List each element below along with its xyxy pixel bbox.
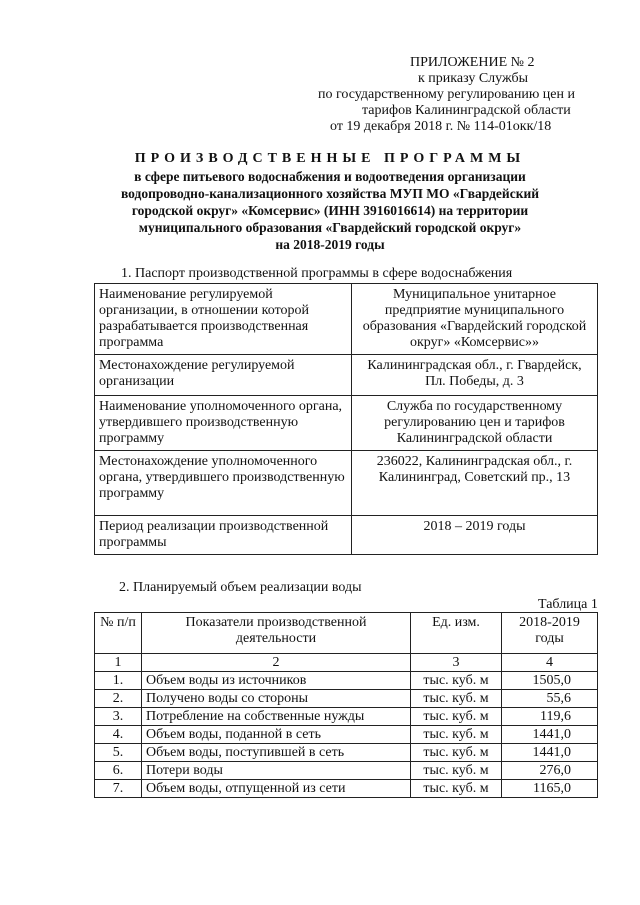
table-row bbox=[95, 726, 598, 744]
row-num: 7. bbox=[95, 780, 142, 798]
passport-value: Муниципальное унитарное предприятие муниципального образования «Гвардейский городской округ» «Комсервис»» bbox=[352, 284, 598, 355]
row-unit: тыс. куб. м bbox=[411, 780, 502, 798]
header-period: 2018-2019 годы bbox=[502, 613, 598, 654]
appendix-number: ПРИЛОЖЕНИЕ № 2 bbox=[410, 55, 535, 70]
table-caption: Таблица 1 bbox=[538, 597, 598, 612]
row-indicator: Потери воды bbox=[142, 762, 411, 780]
row-num: 1. bbox=[95, 672, 142, 690]
passport-value: Служба по государственному регулированию цен и тарифов Калининградской области bbox=[352, 396, 598, 451]
column-index: 1 bbox=[95, 654, 142, 672]
row-value: 119,6 bbox=[502, 708, 598, 726]
row-value: 1441,0 bbox=[502, 744, 598, 762]
heading-line: водопроводно-канализационного хозяйства МУП МО «Гвардейский bbox=[120, 186, 540, 201]
row-indicator: Объем воды из источников bbox=[142, 672, 411, 690]
row-value: 55,6 bbox=[502, 690, 598, 708]
row-value: 276,0 bbox=[502, 762, 598, 780]
row-unit: тыс. куб. м bbox=[411, 744, 502, 762]
row-indicator: Потребление на собственные нужды bbox=[142, 708, 411, 726]
header-num: № п/п bbox=[95, 613, 142, 654]
passport-value: Калининградская обл., г. Гвардейск, Пл. Победы, д. 3 bbox=[352, 355, 598, 396]
row-unit: тыс. куб. м bbox=[411, 726, 502, 744]
table-row bbox=[95, 708, 598, 726]
appendix-order-date: от 19 декабря 2018 г. № 114-01окк/18 bbox=[330, 119, 552, 134]
appendix-order-ref: к приказу Службы bbox=[418, 71, 528, 86]
row-value: 1441,0 bbox=[502, 726, 598, 744]
table-row bbox=[95, 690, 598, 708]
passport-label: Наименование регулируемой организации, в отношении которой разрабатывается производственная программа bbox=[95, 284, 352, 355]
column-index: 2 bbox=[142, 654, 411, 672]
table-row bbox=[95, 284, 598, 355]
column-index: 4 bbox=[502, 654, 598, 672]
heading-line: в сфере питьевого водоснабжения и водоотведения организации bbox=[134, 169, 526, 184]
row-num: 2. bbox=[95, 690, 142, 708]
row-value: 1505,0 bbox=[502, 672, 598, 690]
row-unit: тыс. куб. м bbox=[411, 762, 502, 780]
table-header-row bbox=[95, 613, 598, 654]
appendix-service-name: по государственному регулированию цен и bbox=[318, 87, 575, 102]
appendix-header bbox=[318, 55, 618, 135]
passport-value: 2018 – 2019 годы bbox=[352, 516, 598, 555]
row-unit: тыс. куб. м bbox=[411, 672, 502, 690]
column-index-row bbox=[95, 654, 598, 672]
row-indicator: Объем воды, поступившей в сеть bbox=[142, 744, 411, 762]
heading-line: городской округ» «Комсервис» (ИНН 3916016614) на территории bbox=[131, 203, 529, 218]
passport-label: Местонахождение уполномоченного органа, утвердившего производственную программу bbox=[95, 451, 352, 516]
passport-label: Наименование уполномоченного органа, утвердившего производственную программу bbox=[95, 396, 352, 451]
passport-label: Период реализации производственной программы bbox=[95, 516, 352, 555]
table-row bbox=[95, 516, 598, 555]
passport-value: 236022, Калининградская обл., г. Калининград, Советский пр., 13 bbox=[352, 451, 598, 516]
table-row bbox=[95, 762, 598, 780]
header-unit: Ед. изм. bbox=[411, 613, 502, 654]
row-unit: тыс. куб. м bbox=[411, 708, 502, 726]
row-num: 4. bbox=[95, 726, 142, 744]
row-indicator: Объем воды, поданной в сеть bbox=[142, 726, 411, 744]
section-2-title: 2. Планируемый объем реализации воды bbox=[119, 580, 362, 595]
row-indicator: Получено воды со стороны bbox=[142, 690, 411, 708]
row-num: 5. bbox=[95, 744, 142, 762]
heading-line: на 2018-2019 годы bbox=[275, 237, 385, 252]
table-row bbox=[95, 355, 598, 396]
document-heading bbox=[100, 150, 560, 253]
passport-table bbox=[94, 283, 598, 555]
heading-line: муниципального образования «Гвардейский городской округ» bbox=[138, 220, 522, 235]
table-row bbox=[95, 672, 598, 690]
appendix-service-region: тарифов Калининградской области bbox=[362, 103, 571, 118]
water-volume-table bbox=[94, 612, 598, 798]
table-row bbox=[95, 396, 598, 451]
table-row bbox=[95, 451, 598, 516]
column-index: 3 bbox=[411, 654, 502, 672]
row-unit: тыс. куб. м bbox=[411, 690, 502, 708]
table-row bbox=[95, 780, 598, 798]
passport-label: Местонахождение регулируемой организации bbox=[95, 355, 352, 396]
row-num: 3. bbox=[95, 708, 142, 726]
row-indicator: Объем воды, отпущенной из сети bbox=[142, 780, 411, 798]
table-row bbox=[95, 744, 598, 762]
row-value: 1165,0 bbox=[502, 780, 598, 798]
document-title: ПРОИЗВОДСТВЕННЫЕ ПРОГРАММЫ bbox=[134, 151, 526, 166]
section-1-title: 1. Паспорт производственной программы в сфере водоснабжения bbox=[121, 266, 513, 281]
header-indicator: Показатели производственной деятельности bbox=[142, 613, 411, 654]
row-num: 6. bbox=[95, 762, 142, 780]
